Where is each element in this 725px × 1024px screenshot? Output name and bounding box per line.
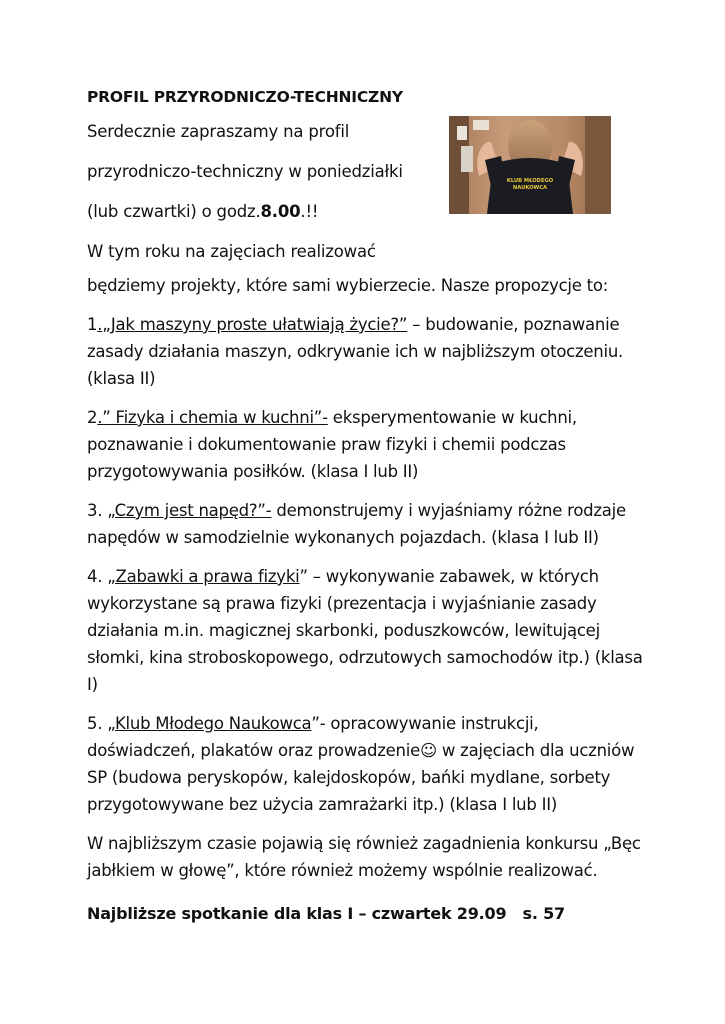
item-number: 2 — [87, 408, 98, 427]
intro-block — [87, 122, 427, 262]
intro-line-3 — [87, 202, 427, 222]
item-number: 4. — [87, 567, 108, 586]
intro-continuation: będziemy projekty, które sami wybierzecie. Nasze propozycje to: — [87, 276, 609, 295]
page-title: PROFIL PRZYRODNICZO-TECHNICZNY — [87, 88, 403, 106]
intro-line-2: przyrodniczo-techniczny w poniedziałki — [87, 162, 403, 181]
item-description: – budowanie, poznawanie zasady działania maszyn, odkrywanie ich w najbliższym otoczeniu. (klasa II) — [87, 315, 624, 388]
item-number: 5. „ — [87, 714, 115, 733]
shirt-text-line-1: KLUB MŁODEGO — [506, 178, 554, 184]
list-item — [87, 404, 647, 485]
list-item — [87, 710, 647, 818]
item-description: eksperymentowanie w kuchni, poznawanie i dokumentowanie praw fizyki i chemii podczas przygotowywania posiłków. (klasa I lub II) — [87, 408, 577, 481]
shirt-text-line-2: NAUKOWCA — [512, 185, 548, 191]
intro-time: 8.00 — [260, 202, 301, 221]
item-number: 1 — [87, 315, 98, 334]
intro-line-4: W tym roku na zajęciach realizować — [87, 242, 376, 261]
item-description: demonstrujemy i wyjaśniamy różne rodzaje napędów w samodzielnie wykonanych pojazdach. (klasa I lub II) — [87, 501, 626, 547]
item-title: .” Fizyka i chemia w kuchni”- — [97, 408, 328, 427]
list-item — [87, 563, 647, 698]
item-title: „Zabawki a prawa fizyki — [107, 567, 300, 586]
item-title: „Czym jest napęd?”- — [107, 501, 272, 520]
next-meeting-note: Najbliższe spotkanie dla klas I – czwartek 29.09 s. 57 — [87, 904, 565, 923]
item-title: Klub Młodego Naukowca — [114, 714, 312, 733]
intro-line-1: Serdecznie zapraszamy na profil — [87, 122, 350, 141]
intro-line-3-prefix: (lub czwartki) o godz. — [87, 202, 261, 221]
item-description: ” – wykonywanie zabawek, w których wykorzystane są prawa fizyki (prezentacja i wyjaśnianie zasady działania m.in. magicznej skarbonki, poduszkowców, lewitującej słomki, kina stroboskopowego, odrzutowych samochodów itp.) (klasa I) — [87, 567, 643, 694]
list-item — [87, 311, 647, 392]
club-photo — [449, 116, 611, 214]
item-number: 3. — [87, 501, 108, 520]
list-item — [87, 497, 647, 551]
intro-line-3-suffix: .!! — [300, 202, 319, 221]
item-title: .„Jak maszyny proste ułatwiają życie?” — [97, 315, 408, 334]
body-text — [87, 272, 647, 896]
closing-paragraph: W najbliższym czasie pojawią się również zagadnienia konkursu „Bęc jabłkiem w głowę”, które również możemy wspólnie realizować. — [87, 834, 641, 880]
item-description: ”- opracowywanie instrukcji, doświadczeń, plakatów oraz prowadzenie☺ w zajęciach dla uczniów SP (budowa peryskopów, kalejdoskopów, bańki mydlane, sorbety przygotowywane bez użycia zamrażarki itp.) (klasa I lub II) — [87, 714, 635, 814]
